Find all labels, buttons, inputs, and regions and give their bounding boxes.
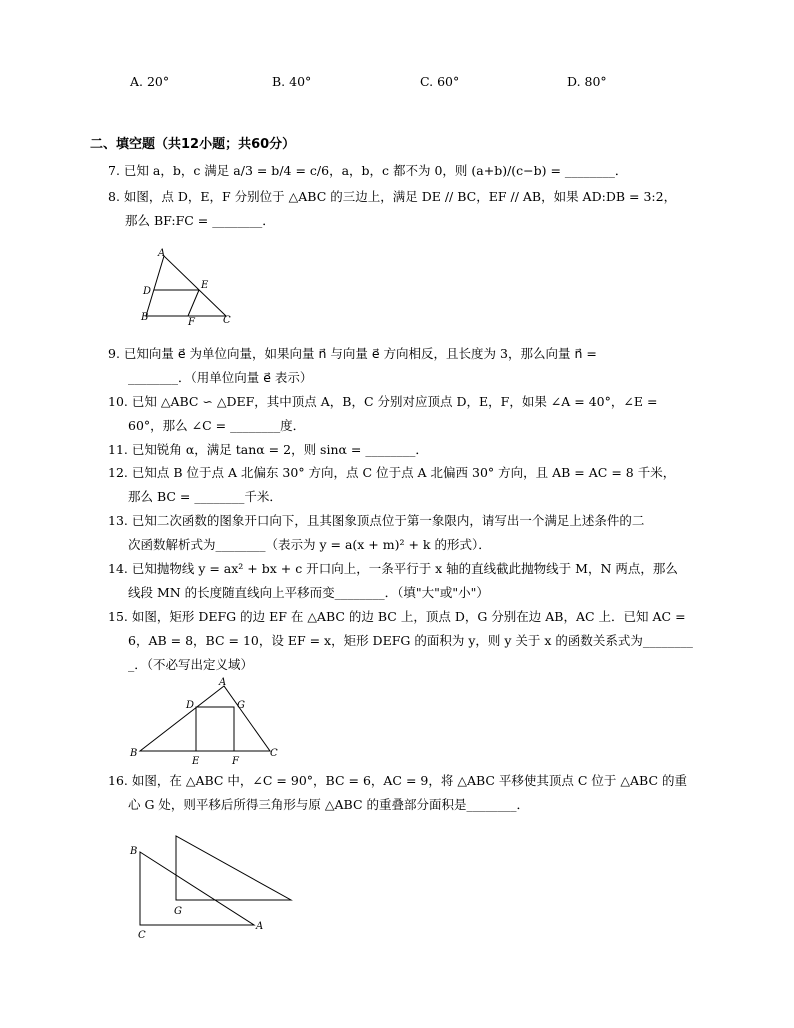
fig8-label-d: D bbox=[143, 286, 152, 297]
question-15-line3: _．（不必写出定义域） bbox=[128, 657, 254, 672]
question-9-line1: 9. 已知向量 e⃗ 为单位向量，如果向量 n⃗ 与向量 e⃗ 方向相反，且长度为 3，那么向量 n⃗ = bbox=[108, 346, 597, 361]
fig15-label-b: B bbox=[130, 748, 138, 759]
question-9-line2: ________．（用单位向量 e⃗ 表示） bbox=[128, 370, 313, 385]
figure-q16 bbox=[128, 830, 303, 942]
fig16-label-g: G bbox=[174, 906, 182, 917]
question-8-line1: 8. 如图，点 D，E，F 分别位于 △ABC 的三边上，满足 DE // BC，EF // AB，如果 AD:DB = 3:2， bbox=[108, 189, 677, 204]
question-10-line2: 60°，那么 ∠C = ________度． bbox=[128, 418, 306, 433]
fig16-label-c: C bbox=[138, 930, 146, 941]
fig15-label-c: C bbox=[270, 748, 278, 759]
option-c: C. 60° bbox=[420, 74, 460, 89]
fig16-label-b: B bbox=[130, 846, 138, 857]
section-heading: 二、填空题（共12小题；共60分） bbox=[90, 137, 296, 152]
question-12-line1: 12. 已知点 B 位于点 A 北偏东 30° 方向，点 C 位于点 A 北偏西 30° 方向，且 AB = AC = 8 千米， bbox=[108, 465, 676, 480]
option-d: D. 80° bbox=[567, 74, 607, 89]
question-12-line2: 那么 BC = ________千米． bbox=[128, 489, 282, 504]
figure-q15 bbox=[128, 676, 280, 770]
question-7: 7. 已知 a，b，c 满足 a/3 = b/4 = c/6，a，b，c 都不为 0，则 (a+b)/(c−b) = ________． bbox=[108, 163, 628, 178]
figure-q8 bbox=[138, 246, 238, 328]
option-a: A. 20° bbox=[130, 74, 170, 89]
fig8-label-b: B bbox=[141, 312, 149, 323]
question-15-line1: 15. 如图，矩形 DEFG 的边 EF 在 △ABC 的边 BC 上，顶点 D，G 分别在边 AB，AC 上．已知 AC = bbox=[108, 609, 686, 624]
question-15-line2: 6，AB = 8，BC = 10，设 EF = x，矩形 DEFG 的面积为 y，则 y 关于 x 的函数关系式为________ bbox=[128, 633, 693, 648]
fig16-label-a: A bbox=[256, 921, 264, 932]
fig15-label-a: A bbox=[219, 677, 227, 688]
fig8-label-c: C bbox=[223, 315, 231, 326]
question-8-line2: 那么 BF:FC = ________． bbox=[125, 213, 275, 228]
fig8-label-f: F bbox=[188, 317, 195, 328]
fig15-label-d: D bbox=[186, 700, 195, 711]
question-16-line2: 心 G 处，则平移后所得三角形与原 △ABC 的重叠部分面积是________． bbox=[128, 797, 530, 812]
question-14-line1: 14. 已知抛物线 y = ax² + bx + c 开口向上，一条平行于 x 轴的直线截此抛物线于 M，N 两点，那么 bbox=[108, 561, 678, 576]
fig8-label-a: A bbox=[158, 248, 166, 259]
fig8-label-e: E bbox=[201, 280, 209, 291]
option-b: B. 40° bbox=[272, 74, 312, 89]
question-13-line2: 次函数解析式为________（表示为 y = a(x + m)² + k 的形式）． bbox=[128, 537, 491, 552]
question-14-line2: 线段 MN 的长度随直线向上平移而变________．（填"大"或"小"） bbox=[128, 585, 489, 600]
fig15-label-e: E bbox=[192, 756, 200, 767]
fig15-label-g: G bbox=[237, 700, 245, 711]
question-11: 11. 已知锐角 α，满足 tanα = 2，则 sinα = ________． bbox=[108, 442, 428, 457]
question-13-line1: 13. 已知二次函数的图象开口向下，且其图象顶点位于第一象限内，请写出一个满足上述条件的二 bbox=[108, 513, 645, 528]
question-10-line1: 10. 已知 △ABC ∽ △DEF，其中顶点 A，B，C 分别对应顶点 D，E，F，如果 ∠A = 40°，∠E = bbox=[108, 394, 658, 409]
fig15-label-f: F bbox=[232, 756, 239, 767]
question-16-line1: 16. 如图，在 △ABC 中，∠C = 90°，BC = 6，AC = 9，将 △ABC 平移使其顶点 C 位于 △ABC 的重 bbox=[108, 773, 688, 788]
